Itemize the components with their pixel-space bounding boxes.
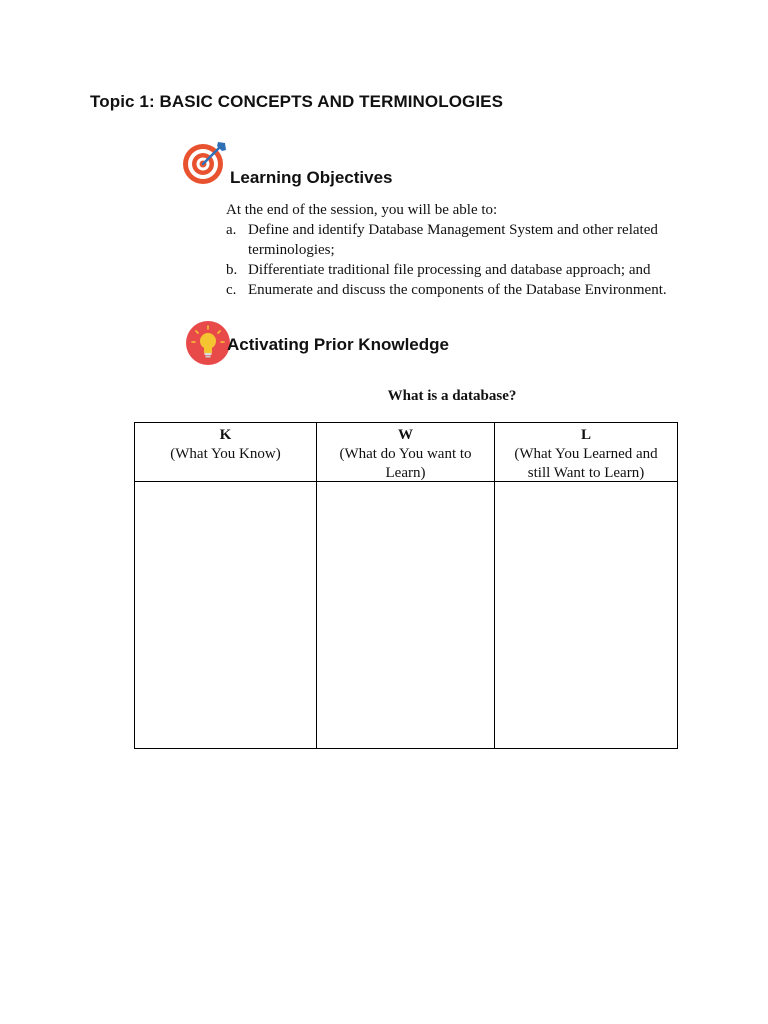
kwl-subtitle: (What do You want to Learn)	[339, 446, 472, 481]
kwl-subtitle: (What You Know)	[170, 446, 281, 462]
list-item	[226, 280, 696, 300]
list-marker: c.	[226, 282, 237, 298]
list-item-text: Enumerate and discuss the components of the Database Environment.	[248, 282, 667, 298]
list-marker: b.	[226, 262, 238, 278]
objectives-intro: At the end of the session, you will be able to:	[226, 202, 498, 218]
kwl-table	[134, 422, 678, 749]
kwl-header-l	[495, 423, 677, 482]
kwl-letter: W	[398, 427, 413, 443]
kwl-cell-k[interactable]	[135, 482, 317, 748]
target-icon	[182, 138, 230, 186]
kwl-subtitle: (What You Learned and still Want to Learn)	[514, 446, 658, 481]
list-item-text: Define and identify Database Management System and other related terminologies;	[248, 222, 658, 258]
prompt-question: What is a database?	[387, 388, 517, 404]
kwl-letter: K	[219, 427, 232, 443]
page-title: Topic 1: BASIC CONCEPTS AND TERMINOLOGIES	[90, 92, 504, 111]
prior-knowledge-heading: Activating Prior Knowledge	[227, 335, 449, 354]
objectives-list	[226, 220, 696, 300]
kwl-header-w	[317, 423, 495, 482]
kwl-cell-w[interactable]	[317, 482, 495, 748]
list-item	[226, 220, 696, 260]
kwl-cell-l[interactable]	[495, 482, 677, 748]
learning-objectives-heading: Learning Objectives	[230, 168, 393, 187]
list-item-text: Differentiate traditional file processing and database approach; and	[248, 262, 651, 278]
kwl-header-k	[135, 423, 317, 482]
list-item	[226, 260, 696, 280]
list-marker: a.	[226, 222, 237, 238]
lightbulb-icon	[185, 320, 231, 366]
kwl-letter: L	[580, 427, 591, 443]
